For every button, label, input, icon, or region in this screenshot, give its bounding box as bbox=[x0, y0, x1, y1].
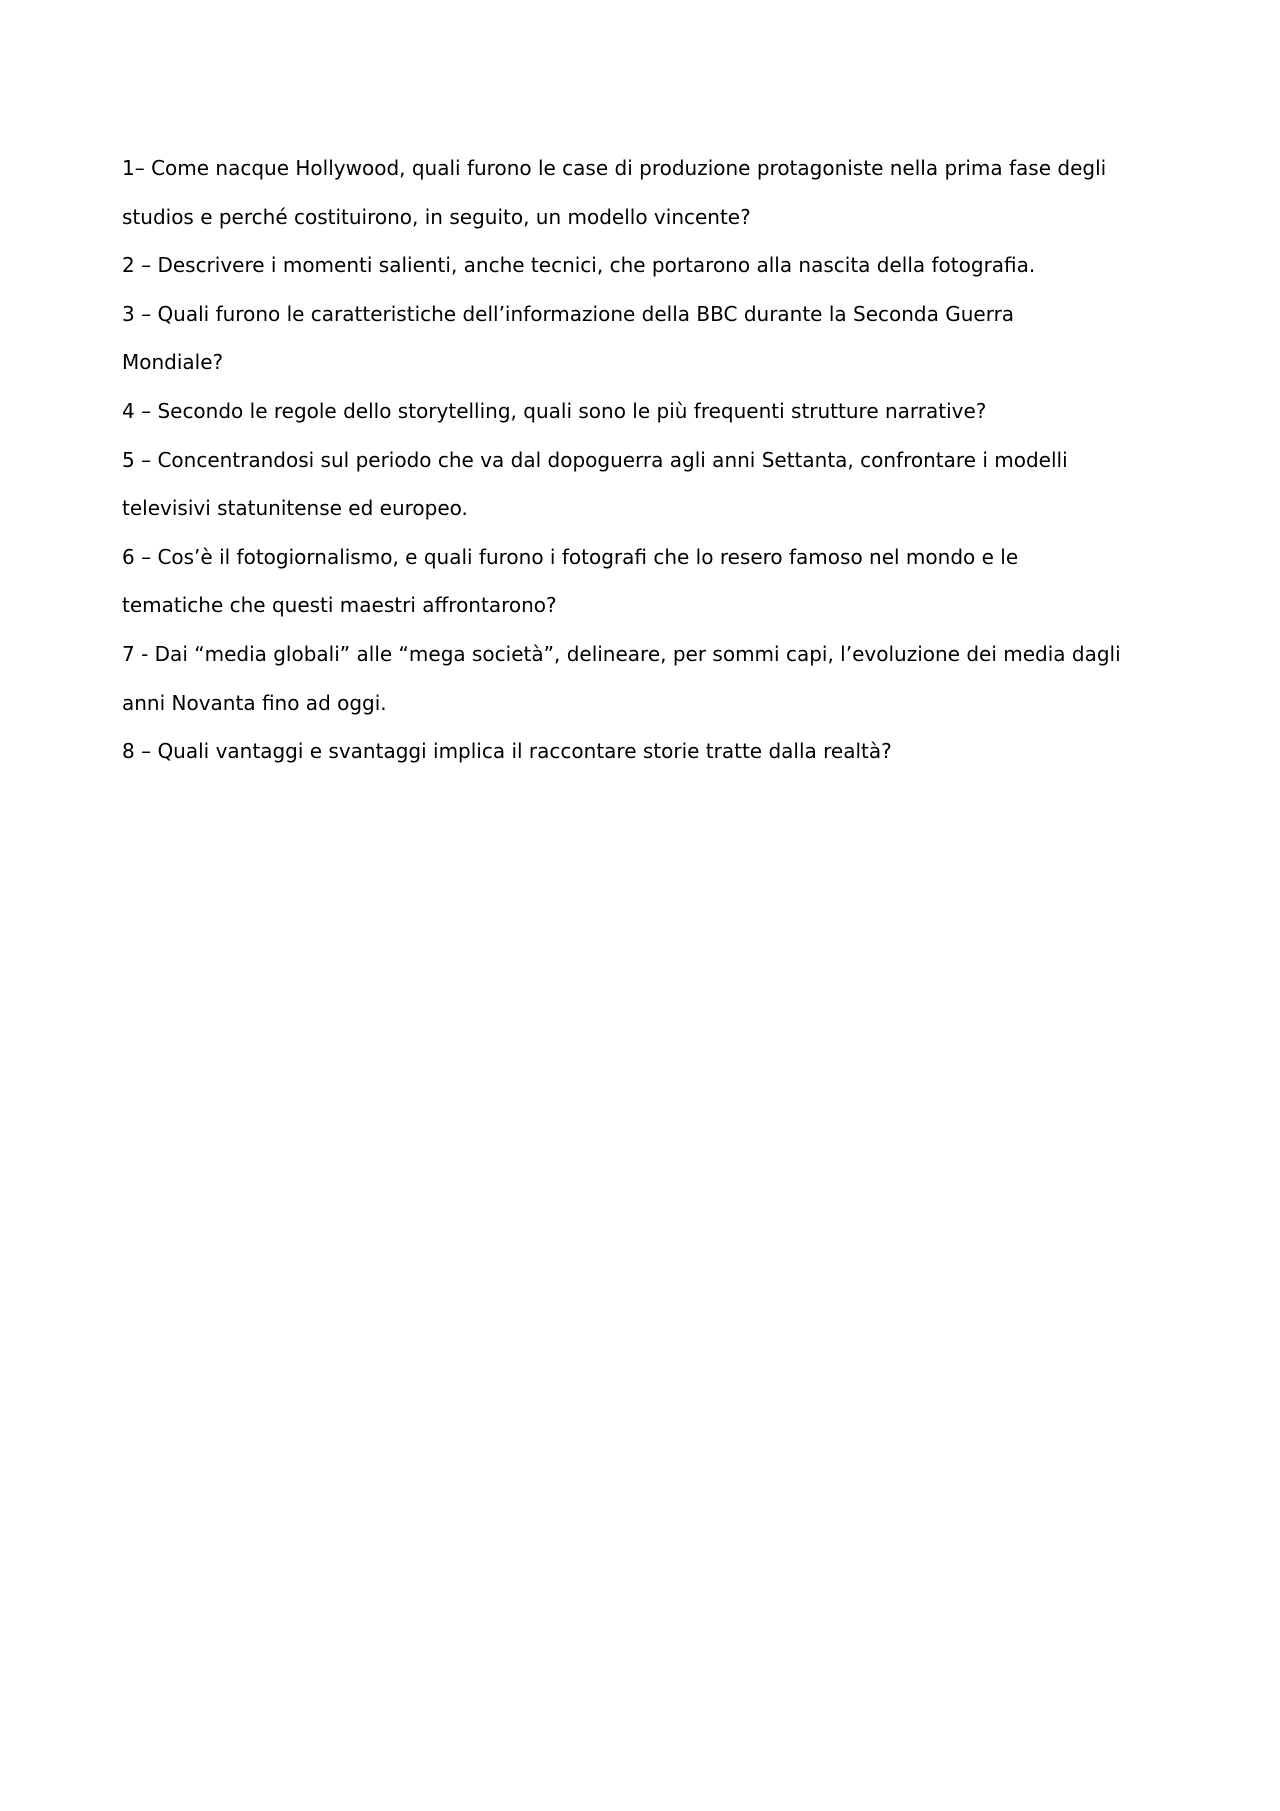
question-line: 7 - Dai “media globali” alle “mega società”, delineare, per sommi capi, l’evoluzione dei media dagli bbox=[122, 641, 1121, 666]
question-7 bbox=[122, 630, 1122, 727]
question-line: anni Novanta fino ad oggi. bbox=[122, 690, 387, 715]
question-3 bbox=[122, 290, 1122, 387]
question-line: 4 – Secondo le regole dello storytelling, quali sono le più frequenti strutture narrative? bbox=[122, 398, 987, 423]
question-line: 8 – Quali vantaggi e svantaggi implica il raccontare storie tratte dalla realtà? bbox=[122, 739, 892, 764]
question-list bbox=[122, 144, 1122, 776]
question-1 bbox=[122, 144, 1122, 241]
question-line: 2 – Descrivere i momenti salienti, anche tecnici, che portarono alla nascita della fotografia. bbox=[122, 253, 1036, 278]
question-line: tematiche che questi maestri affrontarono? bbox=[122, 593, 557, 618]
question-2 bbox=[122, 241, 1122, 290]
question-line: 3 – Quali furono le caratteristiche dell’informazione della BBC durante la Seconda Guerra bbox=[122, 301, 1015, 326]
question-line: 5 – Concentrandosi sul periodo che va dal dopoguerra agli anni Settanta, confrontare i modelli bbox=[122, 447, 1068, 472]
question-5 bbox=[122, 436, 1122, 533]
question-line: Mondiale? bbox=[122, 350, 224, 375]
question-4 bbox=[122, 387, 1122, 436]
question-6 bbox=[122, 533, 1122, 630]
question-line: studios e perché costituirono, in seguito, un modello vincente? bbox=[122, 204, 751, 229]
question-8 bbox=[122, 727, 1122, 776]
question-line: 6 – Cos’è il fotogiornalismo, e quali furono i fotografi che lo resero famoso nel mondo e le bbox=[122, 544, 1019, 569]
question-line: televisivi statunitense ed europeo. bbox=[122, 496, 468, 521]
question-line: 1– Come nacque Hollywood, quali furono le case di produzione protagoniste nella prima fase degli bbox=[122, 156, 1107, 180]
